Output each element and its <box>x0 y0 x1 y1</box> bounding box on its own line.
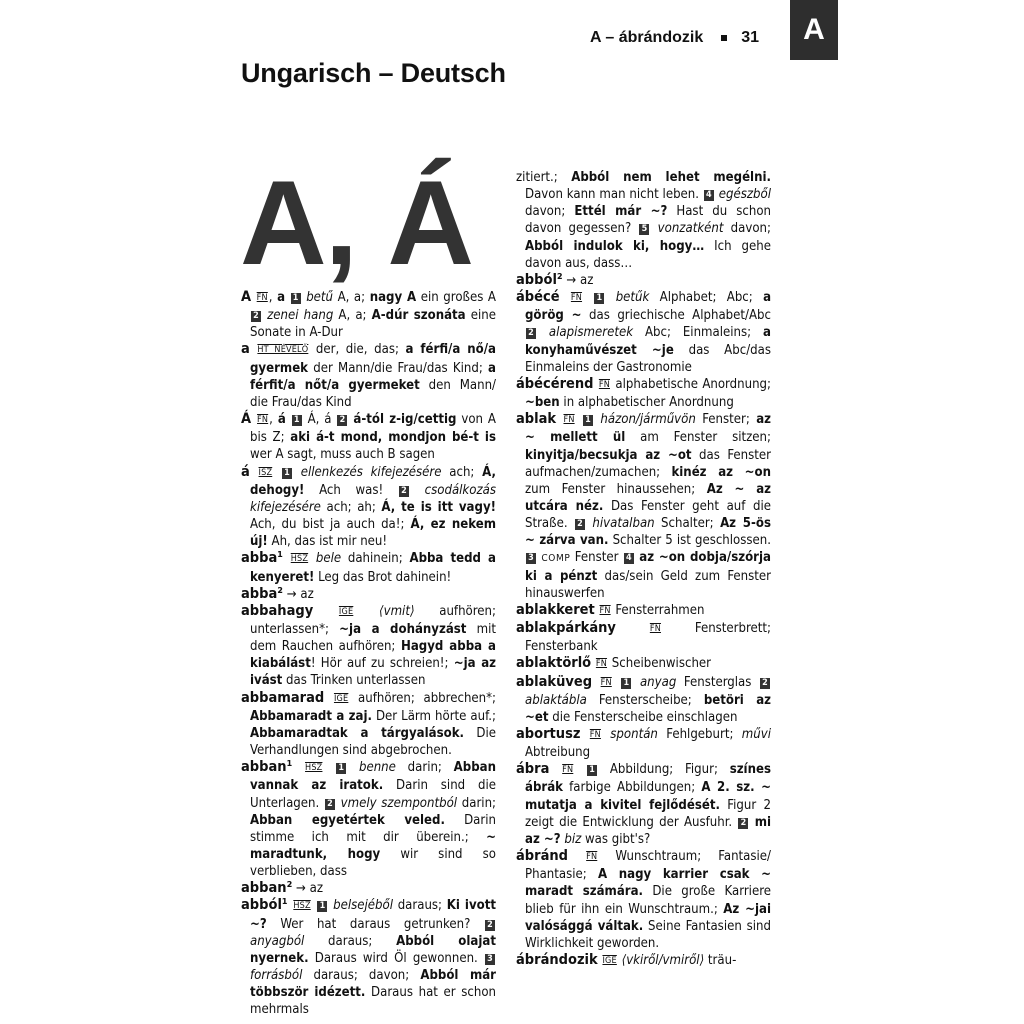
sense-number: 2 <box>526 328 536 339</box>
example-phrase: A nagy karrier csak ~ maradt számára. <box>525 867 771 900</box>
translation-text <box>410 483 425 498</box>
sense-number: 5 <box>639 224 649 235</box>
page-number: 31 <box>741 29 760 46</box>
dictionary-entry <box>241 897 496 1018</box>
translation-text <box>560 290 570 305</box>
thumb-index-letter: A <box>803 13 825 46</box>
part-of-speech: HSZ <box>290 554 309 565</box>
example-phrase: Az ~ az utcára néz. <box>525 481 772 514</box>
translation-text <box>286 412 291 427</box>
translation-text <box>568 849 585 864</box>
sense-number: 1 <box>621 678 631 689</box>
translation-text: Schalter; <box>654 516 721 532</box>
sense-number: 1 <box>336 763 346 774</box>
translation-text <box>592 675 600 690</box>
part-of-speech: IGE <box>333 693 349 704</box>
translation-text: Ah, das ist mir neu! <box>267 534 388 550</box>
example-phrase: a férfit/a nőt/a gyermeket <box>250 360 496 393</box>
translation-text: Figur 2 zeigt die Entwicklung der Ausfuhr. <box>525 797 772 830</box>
translation-text: wer A sagt, muss auch B sagen <box>250 447 435 463</box>
dictionary-entry <box>241 586 496 603</box>
dictionary-entry <box>516 674 771 726</box>
translation-text: eine Sonate in A-Dur <box>250 308 496 341</box>
example-phrase: ~ja a dohányzást <box>339 621 467 637</box>
translation-text: Fensterbrett; Fensterbank <box>525 621 771 655</box>
headword: á <box>241 463 250 480</box>
headword: ablakkeret <box>516 601 595 618</box>
headword: abban² <box>241 880 293 897</box>
translation-text: , <box>269 412 278 428</box>
translation-text: daraus; <box>304 933 397 949</box>
part-of-speech: HT NÉVELŐ <box>257 345 309 356</box>
usage-label: csodálkozás kifejezésére <box>250 482 496 515</box>
part-of-speech: FN <box>563 415 575 426</box>
translation-text: A, a; <box>333 308 372 324</box>
dictionary-entry <box>516 952 771 970</box>
translation-text: Fensterglas <box>676 674 759 690</box>
headword: ablaküveg <box>516 673 593 690</box>
usage-label: betű <box>306 290 334 305</box>
dictionary-entry <box>516 376 771 411</box>
translation-text: → az <box>283 586 314 602</box>
sense-number: 1 <box>587 765 597 776</box>
translation-text: was gibt's? <box>581 831 651 847</box>
domain-label: COMP <box>541 553 571 565</box>
headword: ábránd <box>516 848 569 865</box>
example-phrase: mi az ~? <box>525 814 771 847</box>
translation-text: darin; <box>457 795 497 811</box>
example-phrase: aki á-t mond, mondjon bé-t is <box>290 430 496 446</box>
translation-text <box>354 604 379 619</box>
translation-text: zum Fenster hinaussehen; <box>525 481 707 497</box>
translation-text: Á, á <box>302 412 337 428</box>
headword: abbahagy <box>241 602 314 619</box>
translation-text: Darin sind die Unterlagen. <box>250 778 496 811</box>
running-head-range: A – ábrándozik <box>590 29 704 46</box>
dictionary-entry <box>516 169 771 272</box>
headword: ablak <box>516 411 557 428</box>
dictionary-entry <box>516 272 771 289</box>
dictionary-entry <box>516 726 771 761</box>
headword: ábécé <box>516 289 560 306</box>
translation-text: Ach, du bist ja auch da!; <box>250 517 411 533</box>
translation-text <box>537 325 549 340</box>
sense-number: 1 <box>317 901 327 912</box>
translation-text: Ach was! <box>304 482 398 498</box>
example-phrase: Abbamaradtak a tárgyalások. <box>250 725 465 741</box>
translation-text <box>549 762 561 777</box>
example-phrase: A-dúr szonáta <box>371 308 466 324</box>
usage-label: hivatalban <box>592 516 655 532</box>
headword: abból² <box>516 271 563 288</box>
sense-number: 2 <box>760 678 770 689</box>
example-phrase: kinyitja/becsukja az ~ot <box>525 447 692 463</box>
headword: abortusz <box>516 726 581 742</box>
dictionary-entry <box>516 848 771 952</box>
part-of-speech: IGE <box>602 956 617 967</box>
part-of-speech: HSZ <box>293 901 311 912</box>
translation-text <box>324 691 333 706</box>
dictionary-entry <box>241 289 496 341</box>
translation-text: Schalter 5 ist geschlossen. <box>608 533 771 549</box>
translation-text: das Abc/das Einmaleins der Gastronomie <box>525 342 771 375</box>
dictionary-entry <box>516 411 771 602</box>
usage-label: vmely szempontból <box>340 795 458 811</box>
dictionary-entry <box>241 759 496 880</box>
translation-text: farbige Abbildungen; <box>562 780 702 796</box>
usage-label: ⟨vkiről/vmiről⟩ <box>621 953 705 969</box>
translation-text: davon; <box>525 204 575 220</box>
example-phrase: ~ben <box>525 395 560 411</box>
translation-text <box>285 290 290 305</box>
translation-text: Davon kann man nicht leben. <box>525 187 703 203</box>
usage-label: egészből <box>718 187 771 203</box>
translation-text: davon; <box>723 221 771 237</box>
translation-text: alphabetische Anordnung; <box>610 376 771 392</box>
translation-text: Die Verhandlungen sind abgebrochen. <box>250 725 497 759</box>
sense-number: 1 <box>291 293 301 304</box>
translation-text: Seine Fantasien sind Wirklichkeit geworden. <box>525 918 771 951</box>
translation-text: träu- <box>704 953 737 969</box>
example-phrase: kinéz az ~on <box>671 464 772 480</box>
headword: ablakpárkány <box>516 620 616 637</box>
usage-label: biz <box>564 831 582 847</box>
translation-text: Hast du schon davon gegessen? <box>525 204 771 237</box>
usage-label: anyag <box>639 674 677 690</box>
translation-text: ach; <box>441 464 483 480</box>
usage-label: házon/járművön <box>600 412 696 428</box>
usage-label: forrásból <box>250 968 303 984</box>
translation-text: daraus; <box>393 898 447 914</box>
translation-text: Abtreibung <box>525 745 591 761</box>
sense-number: 4 <box>624 553 634 564</box>
translation-text: wir sind so verblieben, dass <box>250 847 496 880</box>
translation-text: das/sein Geld zum Fenster hinauswerfen <box>525 568 771 601</box>
sense-number: 3 <box>485 954 495 965</box>
running-head <box>590 27 759 49</box>
headword: abbamarad <box>241 689 325 706</box>
dictionary-entry <box>241 603 496 690</box>
headword: abba¹ <box>241 550 283 567</box>
usage-label: ablaktábla <box>525 692 587 708</box>
example-phrase: az ~on dobja/szórja ki a pénzt <box>525 550 771 584</box>
translation-text: → az <box>562 272 594 288</box>
headword: abból¹ <box>241 897 288 914</box>
usage-label: vonzatként <box>657 221 724 237</box>
translation-text: Fensterrahmen <box>611 602 705 618</box>
right-column <box>516 169 771 970</box>
translation-text: Die große Karriere blieb für ihn ein Wunschtraum.; <box>525 884 771 917</box>
translation-text <box>605 290 615 305</box>
usage-label: ellenkezés kifejezésére <box>300 464 442 480</box>
usage-label: betűk <box>615 290 650 306</box>
example-phrase: Abban vannak az iratok. <box>250 760 496 794</box>
translation-text: Daraus hat er schon mehrmals <box>250 985 497 1018</box>
example-phrase: Á, dehogy! <box>250 464 496 498</box>
dictionary-entry <box>241 550 496 585</box>
thumb-index-tab <box>790 0 838 60</box>
translation-text <box>580 727 588 742</box>
example-phrase: Abból indulok ki, hogy… <box>525 238 705 254</box>
translation-text: Fenster <box>570 550 623 566</box>
example-phrase: Ettél már ~? <box>574 204 668 220</box>
translation-text: darin; <box>395 760 454 776</box>
example-phrase: Abbamaradt a zaj. <box>250 708 372 724</box>
part-of-speech: ISZ <box>258 467 273 478</box>
translation-text <box>574 762 586 777</box>
translation-text <box>273 465 281 480</box>
dictionary-entry <box>516 620 771 655</box>
translation-text: den Mann/ die Frau/das Kind <box>250 377 497 410</box>
translation-text <box>283 551 290 566</box>
part-of-speech: IGE <box>338 606 354 617</box>
letter-heading: A, Á <box>240 156 472 290</box>
sense-number: 1 <box>292 415 302 426</box>
translation-text <box>613 675 621 690</box>
example-phrase: Abból olajat nyernek. <box>250 933 496 966</box>
usage-label: spontán <box>610 727 658 742</box>
sense-number: 2 <box>399 486 409 497</box>
headword: abban¹ <box>241 759 293 776</box>
headword: ábécérend <box>516 375 594 392</box>
example-phrase: az ~ mellett ül <box>525 412 771 446</box>
part-of-speech: FN <box>600 677 612 688</box>
translation-text: A, a; <box>333 290 370 305</box>
translation-text <box>595 603 599 618</box>
example-phrase: Az 5-ös ~ zárva van. <box>525 516 772 549</box>
translation-text: Abc; Einmaleins; <box>633 325 764 341</box>
usage-label: zenei hang <box>267 308 334 324</box>
sense-number: 3 <box>526 553 536 564</box>
translation-text: dahinein; <box>341 551 410 567</box>
headword: ábra <box>516 761 550 778</box>
example-phrase: színes ábrák <box>525 762 771 796</box>
dictionary-entry <box>241 690 496 760</box>
translation-text <box>313 604 338 619</box>
translation-text: Fensterscheibe; <box>586 692 704 708</box>
square-bullet-icon <box>721 35 727 41</box>
translation-text: mit dem Rauchen aufhören; <box>250 621 496 655</box>
part-of-speech: FN <box>570 293 583 304</box>
dictionary-entry <box>516 602 771 620</box>
translation-text <box>576 412 582 427</box>
headword: Á <box>241 411 252 428</box>
translation-text: das Trinken unterlassen <box>282 673 426 689</box>
example-phrase: á-tól z-ig/cettig <box>353 412 457 428</box>
translation-text: , <box>268 290 278 305</box>
sense-number: 2 <box>251 311 261 322</box>
example-phrase: Á, ez nekem új! <box>250 517 496 550</box>
translation-text: daraus; davon; <box>302 968 421 984</box>
translation-text: die Fensterscheibe einschlagen <box>548 709 738 725</box>
translation-text: das Fenster aufmachen/zumachen; <box>525 447 771 480</box>
headword: a <box>241 341 250 358</box>
part-of-speech: FN <box>595 659 608 670</box>
part-of-speech: FN <box>598 379 610 390</box>
translation-text <box>309 551 316 566</box>
translation-text: ach; ah; <box>320 499 382 515</box>
usage-label: benne <box>358 760 396 776</box>
example-phrase: Abból nem lehet megélni. <box>571 170 771 185</box>
sense-number: 2 <box>575 519 585 530</box>
translation-text: am Fenster sitzen; <box>625 430 771 446</box>
example-phrase: Ki ivott ~? <box>250 898 497 932</box>
translation-text <box>293 465 301 480</box>
example-phrase: a férfi/a nő/a gyermek <box>250 342 496 376</box>
translation-text: ein großes A <box>416 290 496 305</box>
part-of-speech: FN <box>256 293 268 303</box>
usage-label: bele <box>315 551 342 567</box>
part-of-speech: FN <box>589 730 601 740</box>
translation-text: ! Hör auf zu schreien!; <box>310 656 454 672</box>
example-phrase: Hagyd abba a kiabálást <box>250 639 496 672</box>
translation-text: Fenster; <box>695 412 757 428</box>
translation-text: Alphabet; Abc; <box>649 290 764 306</box>
part-of-speech: FN <box>599 605 611 616</box>
translation-text: das griechische Alphabet/Abc <box>581 308 771 324</box>
translation-text: der, die, das; <box>309 342 406 358</box>
sense-number: 1 <box>583 415 593 426</box>
sense-number: 1 <box>282 468 292 479</box>
sense-number: 2 <box>325 799 335 810</box>
translation-text: Scheibenwischer <box>608 656 711 672</box>
example-phrase: a görög ~ <box>525 290 772 324</box>
dictionary-entry <box>241 341 496 411</box>
translation-text <box>650 221 657 236</box>
part-of-speech: FN <box>257 415 269 426</box>
usage-label: belsejéből <box>333 898 393 914</box>
example-phrase: Abban egyetértek veled. <box>250 812 445 828</box>
translation-text: Fehlgeburt; <box>657 727 742 742</box>
translation-text <box>292 760 304 775</box>
example-phrase: ~ja az ivást <box>250 656 496 689</box>
translation-text: Das Fenster geht auf die Straße. <box>525 498 772 532</box>
translation-text <box>323 760 335 775</box>
translation-text <box>616 621 649 636</box>
example-phrase: Abba tedd a kenyeret! <box>250 551 496 585</box>
translation-text <box>250 465 258 480</box>
sense-number: 1 <box>594 293 604 304</box>
translation-text: Ich gehe davon aus, dass… <box>525 238 771 271</box>
headword: ablaktörlő <box>516 655 592 672</box>
translation-text: Wer hat daraus getrunken? <box>266 916 484 932</box>
translation-text: Darin stimme ich mit dir überein.; <box>250 812 496 845</box>
translation-text: in alphabetischer Anordnung <box>559 395 734 411</box>
part-of-speech: FN <box>649 624 661 635</box>
dictionary-entry <box>516 761 771 848</box>
example-phrase: A 2. sz. ~ mutatja a kivitel fejlődését. <box>525 780 771 813</box>
translation-text: aufhören; unterlassen*; <box>250 603 496 637</box>
left-column <box>241 289 496 1019</box>
translation-text <box>347 760 359 775</box>
translation-text: Daraus wird Öl gewonnen. <box>308 950 484 966</box>
translation-text: → az <box>292 881 324 897</box>
usage-label: művi <box>741 727 771 742</box>
translation-text: Abbildung; Figur; <box>598 762 730 778</box>
sense-number: 2 <box>337 415 347 426</box>
dictionary-entry <box>516 289 771 376</box>
part-of-speech: FN <box>586 852 598 863</box>
section-title: Ungarisch – Deutsch <box>241 58 506 88</box>
dictionary-entry <box>241 411 496 463</box>
dictionary-entry <box>241 880 496 897</box>
example-phrase: Az ~jai valósággá váltak. <box>525 901 771 934</box>
example-phrase: Abból már többször idézett. <box>250 968 496 1001</box>
example-phrase: betöri az ~et <box>525 692 771 725</box>
usage-label: alapismeretek <box>548 325 634 341</box>
translation-text: aufhören; abbrechen*; <box>349 690 496 706</box>
example-phrase: ~ maradtunk, hogy <box>250 829 496 862</box>
translation-text <box>251 290 256 305</box>
example-phrase: a <box>277 290 286 305</box>
translation-text <box>583 290 593 305</box>
example-phrase: á <box>277 412 286 428</box>
translation-text: Wunschtraum; Fantasie/ Phantasie; <box>525 849 771 883</box>
translation-text: zitiert.; <box>516 170 572 185</box>
example-phrase: nagy A <box>369 290 417 305</box>
dictionary-entry <box>516 655 771 673</box>
example-phrase: Á, te is itt vagy! <box>381 499 496 515</box>
translation-text: Der Lärm hörte auf.; <box>371 708 496 724</box>
dictionary-entry <box>241 464 496 551</box>
translation-text: Leg das Brot dahinein! <box>314 569 452 585</box>
headword: A <box>241 289 252 305</box>
usage-label: ⟨vmit⟩ <box>379 603 415 619</box>
sense-number: 2 <box>485 920 495 931</box>
translation-text: von A bis Z; <box>250 412 496 446</box>
part-of-speech: FN <box>562 765 574 776</box>
part-of-speech: HSZ <box>305 763 323 774</box>
translation-text: der Mann/die Frau/das Kind; <box>308 360 489 376</box>
sense-number: 2 <box>738 818 748 829</box>
translation-text <box>312 898 317 913</box>
translation-text <box>632 675 640 690</box>
sense-number: 4 <box>704 190 714 201</box>
headword: ábrándozik <box>516 952 598 969</box>
headword: abba² <box>241 585 283 602</box>
example-phrase: a konyhaművészet ~je <box>525 325 771 358</box>
usage-label: anyagból <box>250 933 305 949</box>
